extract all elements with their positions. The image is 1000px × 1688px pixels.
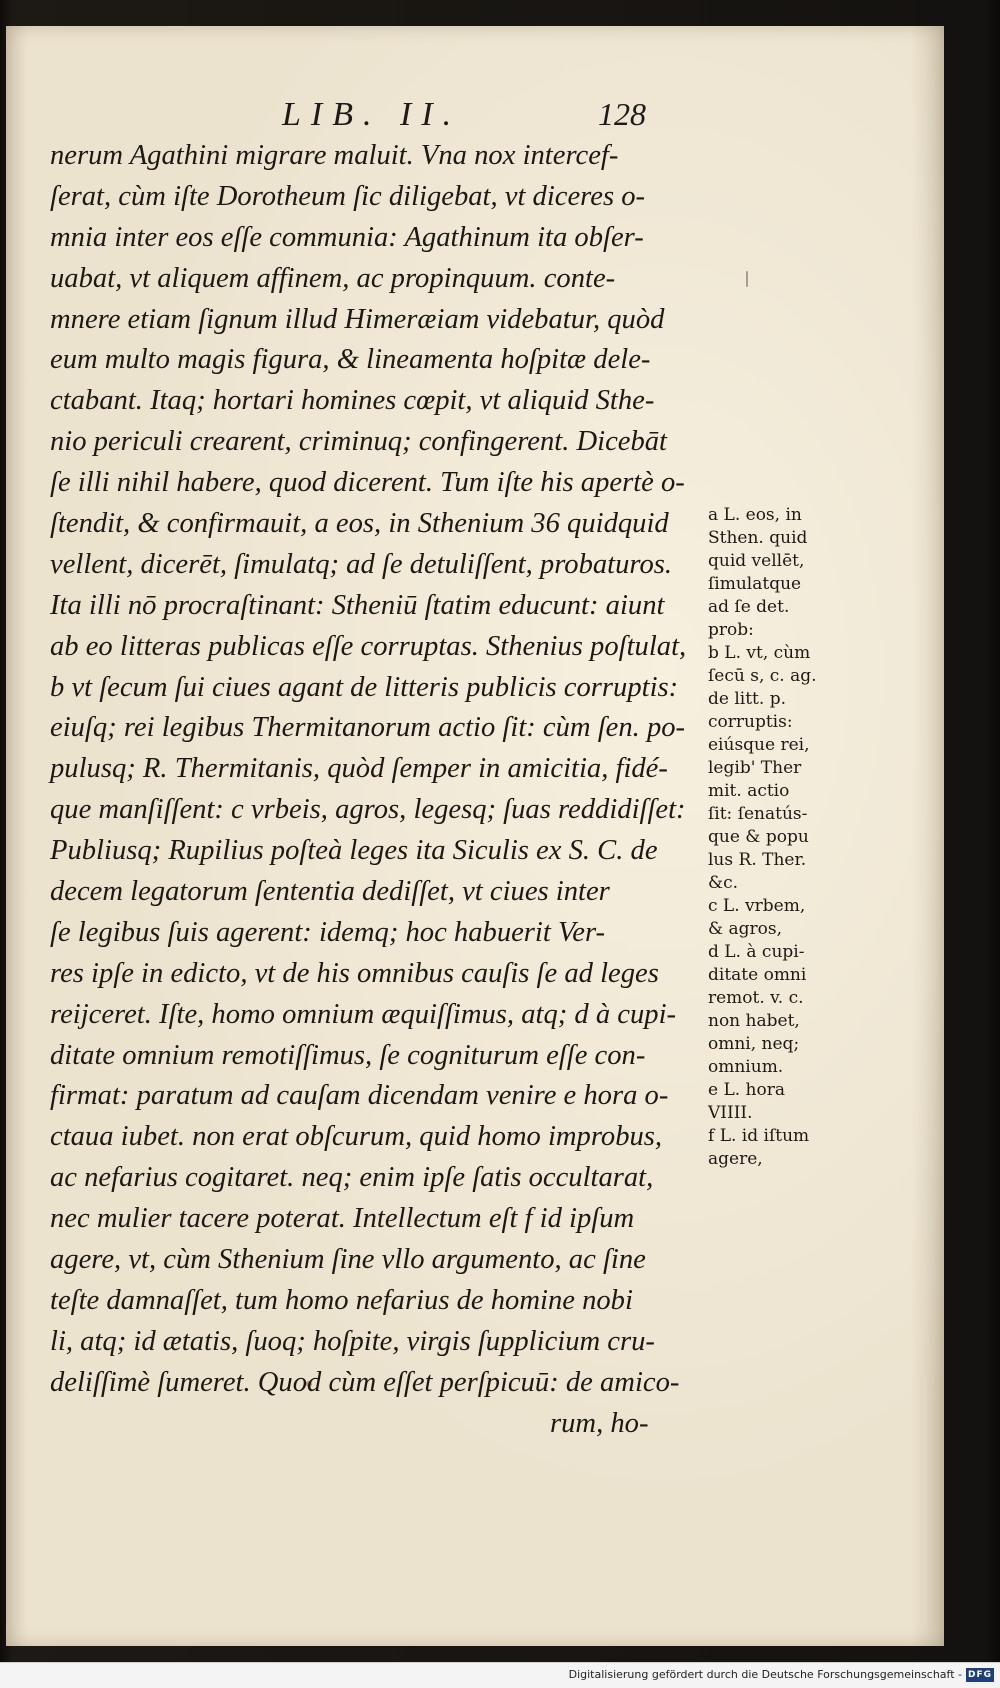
margin-note-line: omnium.: [708, 1057, 784, 1077]
margin-note-line: ſecū s, c. ag.: [708, 666, 817, 686]
margin-note-line: & agros,: [708, 919, 783, 939]
text-line: ſe legibus ſuis agerent: idemq; hoc habuerit Ver-: [50, 916, 606, 948]
text-line: deliſſimè ſumeret. Quod cùm eſſet perſpicuū: de amico-: [50, 1366, 680, 1398]
running-head: [282, 96, 682, 136]
funding-credit: Digitalisierung gefördert durch die Deutsche Forschungsgemeinschaft -: [568, 1668, 962, 1681]
text-line: agere, vt, cùm Sthenium ſine vllo argumento, ac ſine: [50, 1244, 646, 1276]
text-line: teſte damnaſſet, tum homo nefarius de homine nobi: [50, 1284, 633, 1316]
text-line: nerum Agathini migrare maluit. Vna nox intercef-: [50, 140, 619, 171]
margin-note-line: quid vellēt,: [708, 551, 805, 571]
pencil-mark: [746, 271, 748, 287]
text-line: li, atq; id ætatis, ſuoq; hoſpite, virgis ſupplicium cru-: [50, 1325, 655, 1357]
text-line: que manſiſſent: c vrbeis, agros, legesq; ſuas reddidiſſet:: [50, 794, 686, 826]
margin-note-line: a L. eos, in: [708, 505, 802, 525]
text-line: eum multo magis figura, & lineamenta hoſpitæ dele-: [50, 344, 651, 376]
text-line: firmat: paratum ad cauſam dicendam venire e hora o-: [50, 1080, 669, 1112]
text-line: eiuſq; rei legibus Thermitanorum actio ſit: cùm ſen. po-: [50, 712, 686, 744]
margin-note-line: Sthen. quid: [708, 528, 808, 548]
margin-note-line: VIIII.: [708, 1103, 753, 1123]
margin-note-line: lus R. Ther.: [708, 850, 807, 870]
text-line: ctabant. Itaq; hortari homines cœpit, vt aliquid Sthe-: [50, 385, 655, 417]
text-line: ſerat, cùm iſte Dorotheum ſic diligebat, vt diceres o-: [50, 180, 646, 212]
footer-bar: [0, 1662, 1000, 1688]
margin-note-line: prob:: [708, 620, 754, 640]
margin-note-line: ſimulatque: [708, 574, 802, 594]
margin-note-line: ſit: ſenatús-: [708, 804, 808, 824]
margin-note-line: mit. actio: [708, 781, 790, 801]
text-line: ſtendit, & confirmauit, a eos, in Sthenium 36 quidquid: [50, 508, 669, 540]
text-line: mnia inter eos eſſe communia: Agathinum ita obſer-: [50, 221, 644, 253]
text-line: uabat, vt aliquem affinem, ac propinquum. conte-: [50, 262, 616, 294]
text-line: pulusq; R. Thermitanis, quòd ſemper in amicitia, fidé-: [50, 753, 668, 785]
text-line: mnere etiam ſignum illud Himeræiam videbatur, quòd: [50, 303, 665, 335]
margin-note-line: que & popu: [708, 827, 809, 847]
text-line: decem legatorum ſententia dediſſet, vt ciues inter: [50, 876, 610, 908]
page-number: 128: [598, 96, 646, 132]
text-line: rum, ho-: [550, 1407, 649, 1439]
text-line: ditate omnium remotiſſimus, ſe cogniturum eſſe con-: [50, 1039, 646, 1071]
margin-note-line: remot. v. c.: [708, 988, 804, 1008]
margin-note-line: non habet,: [708, 1011, 800, 1031]
text-line: Ita illi nō procraſtinant: Stheniū ſtatim educunt: aiunt: [50, 589, 665, 621]
text-line: b vt ſecum ſui ciues agant de litteris publicis corruptis:: [50, 671, 679, 703]
margin-note-line: agere,: [708, 1149, 763, 1169]
text-line: ctaua iubet. non erat obſcurum, quid homo improbus,: [50, 1121, 663, 1153]
margin-note-line: legib' Ther: [708, 758, 802, 778]
margin-note-line: f L. id iſtum: [708, 1126, 810, 1146]
text-line: vellent, dicerēt, ſimulatq; ad ſe detuliſſent, probaturos.: [50, 548, 673, 580]
text-line: ac nefarius cogitaret. neq; enim ipſe ſatis occultarat,: [50, 1162, 654, 1194]
text-line: ab eo litteras publicas eſſe corruptas. Sthenius poſtulat,: [50, 630, 687, 662]
text-line: ſe illi nihil habere, quod dicerent. Tum iſte his apertè o-: [50, 467, 685, 499]
main-text-block: [50, 136, 705, 1445]
margin-note-line: eiúsque rei,: [708, 735, 810, 755]
margin-note-line: d L. à cupi-: [708, 942, 805, 962]
text-line: res ipſe in edicto, vt de his omnibus cauſis ſe ad leges: [50, 957, 659, 989]
margin-note-line: de litt. p.: [708, 689, 786, 709]
margin-note-line: ad ſe det.: [708, 597, 790, 617]
dfg-logo: DFG: [967, 1670, 992, 1680]
margin-note-line: e L. hora: [708, 1080, 786, 1100]
margin-note-line: omni, neq;: [708, 1034, 800, 1054]
book-number: LIB. II.: [282, 96, 462, 133]
margin-notes: [708, 504, 853, 1171]
margin-note-line: c L. vrbem,: [708, 896, 806, 916]
margin-note-line: &c.: [708, 873, 739, 893]
text-line: nec mulier tacere poterat. Intellectum eſt f id ipſum: [50, 1203, 635, 1235]
margin-note-line: ditate omni: [708, 965, 807, 985]
text-line: reijceret. Iſte, homo omnium æquiſſimus, atq; d à cupi-: [50, 998, 677, 1030]
text-line: nio periculi crearent, criminuq; confingerent. Dicebāt: [50, 426, 667, 458]
margin-note-line: corruptis:: [708, 712, 793, 732]
text-line: Publiusq; Rupilius poſteà leges ita Siculis ex S. C. de: [50, 835, 658, 867]
margin-note-line: b L. vt, cùm: [708, 643, 811, 663]
